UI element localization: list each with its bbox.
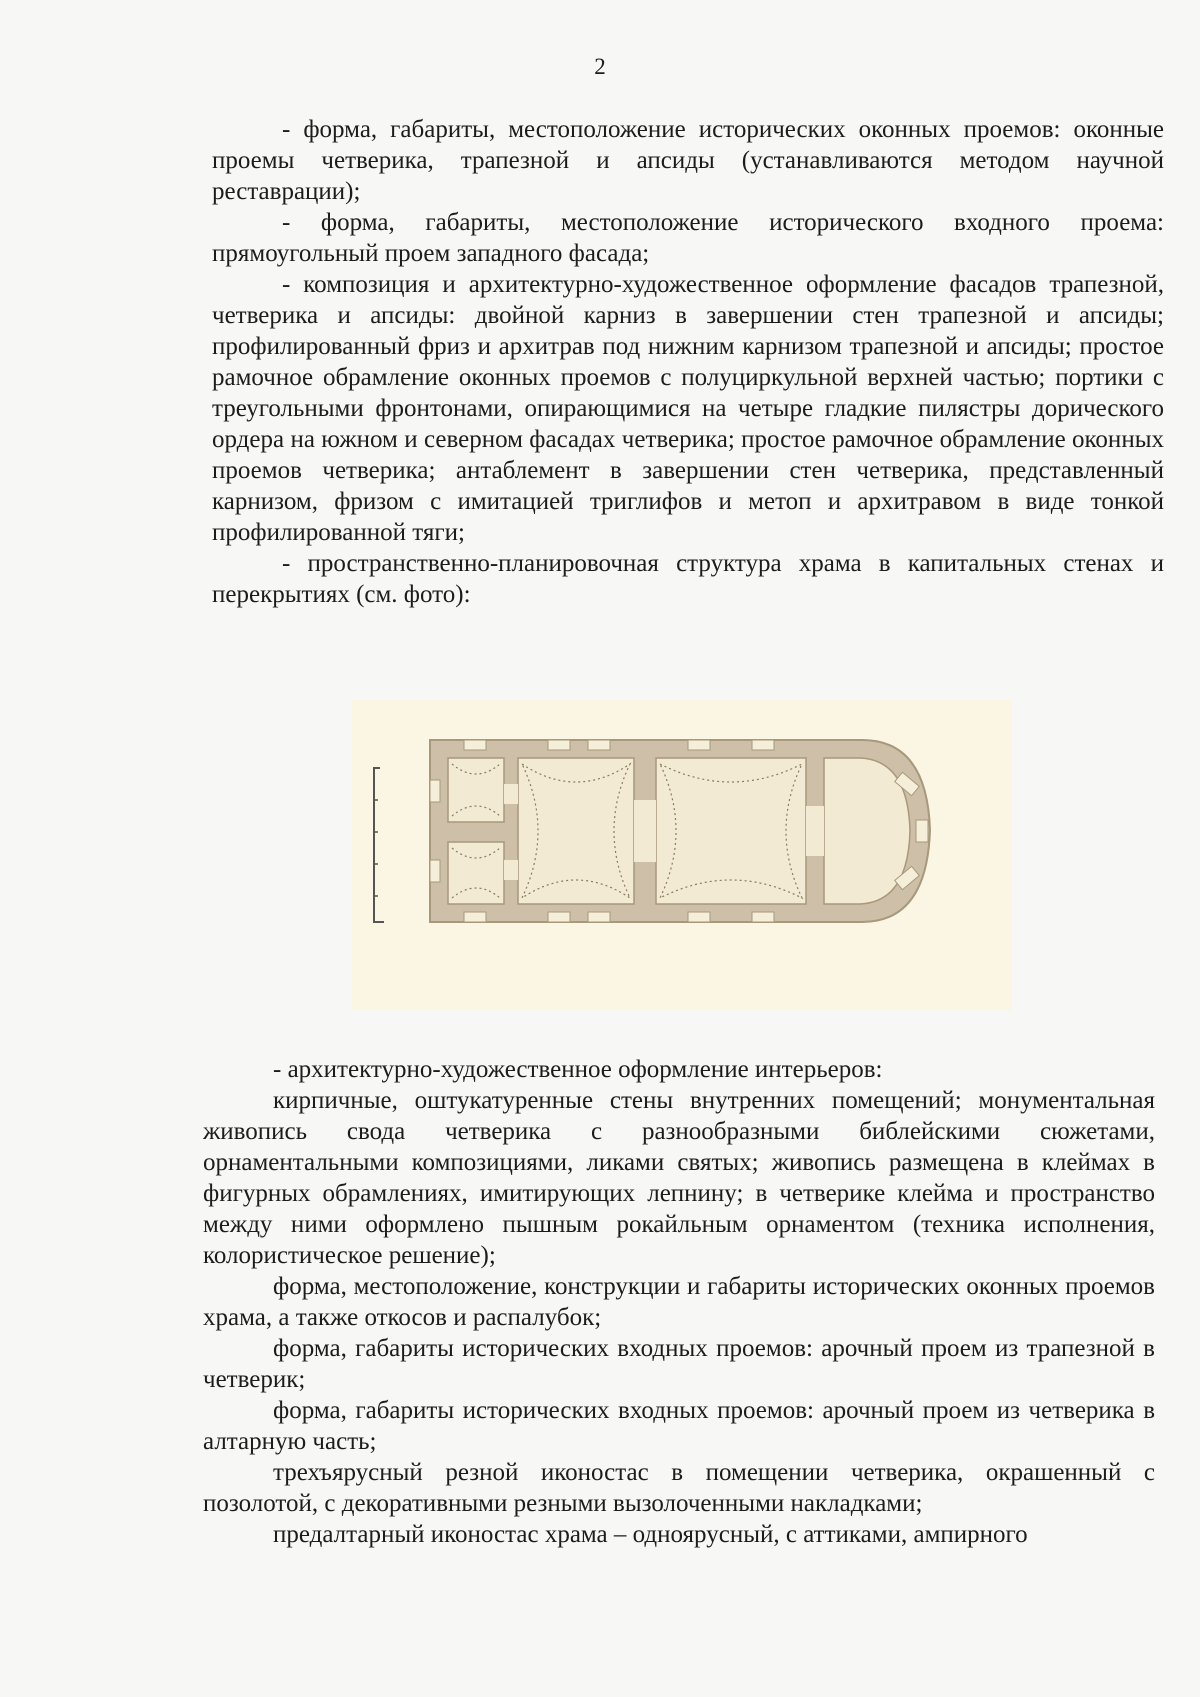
- paragraph: - архитектурно-художественное оформление интерьеров:: [273, 1056, 883, 1083]
- paragraph: форма, габариты исторических входных проемов: арочный проем из трапезной в четверик;: [203, 1335, 1155, 1393]
- paragraph: форма, габариты исторических входных проемов: арочный проем из четверика в алтарную часть;: [203, 1397, 1155, 1455]
- paragraph: - форма, габариты, местоположение исторических оконных проемов: оконные проемы четверика, трапезной и апсиды (устанавливаются методом научной реставрации);: [212, 116, 1164, 205]
- refectory-room: [518, 758, 634, 904]
- paragraph: трехъярусный резной иконостас в помещении четверика, окрашенный с позолотой, с декоративными резными вызолоченными накладками;: [203, 1459, 1155, 1517]
- upper-text-block: [212, 114, 1164, 610]
- paragraph: - пространственно-планировочная структура храма в капитальных стенах и перекрытиях (см. фото):: [212, 550, 1164, 608]
- paragraph: предалтарный иконостас храма – одноярусный, с аттиками, ампирного: [273, 1521, 1028, 1548]
- paragraph: - форма, габариты, местоположение исторического входного проема: прямоугольный проем западного фасада;: [212, 209, 1164, 267]
- church-floor-plan-icon: [352, 700, 1012, 1010]
- paragraph: - композиция и архитектурно-художественное оформление фасадов трапезной, четверика и апсиды: двойной карниз в завершении стен трапезной и апсиды; профилированный фриз и архитрав под нижним карнизом трапезной и апсиды; простое рамочное обрамление оконных проемов с полуциркульной верхней частью; портики с треугольными фронтонами, опирающимися на четыре гладкие пилястры дорического ордера на южном и северном фасадах четверика; простое рамочное обрамление оконных проемов четверика; антаблемент в завершении стен четверика, представленный карнизом, фризом с имитацией триглифов и метоп и архитравом в виде тонкой профилированной тяги;: [212, 271, 1164, 546]
- lower-text-block: [203, 1054, 1155, 1550]
- paragraph: кирпичные, оштукатуренные стены внутренних помещений; монументальная живопись свода четверика с разнообразными библейскими сюжетами, орнаментальными композициями, ликами святых; живопись размещена в клеймах в фигурных обрамлениях, имитирующих лепнину; в четверике клейма и пространство между ними оформлено пышным рокайльным орнаментом (техника исполнения, колористическое решение);: [203, 1087, 1155, 1269]
- floor-plan-figure: [352, 700, 1012, 1010]
- quadrangle-room: [656, 758, 806, 904]
- scale-bar: [374, 768, 384, 922]
- paragraph: форма, местоположение, конструкции и габариты исторических оконных проемов храма, а также откосов и распалубок;: [203, 1273, 1155, 1331]
- page-number: 2: [594, 54, 606, 79]
